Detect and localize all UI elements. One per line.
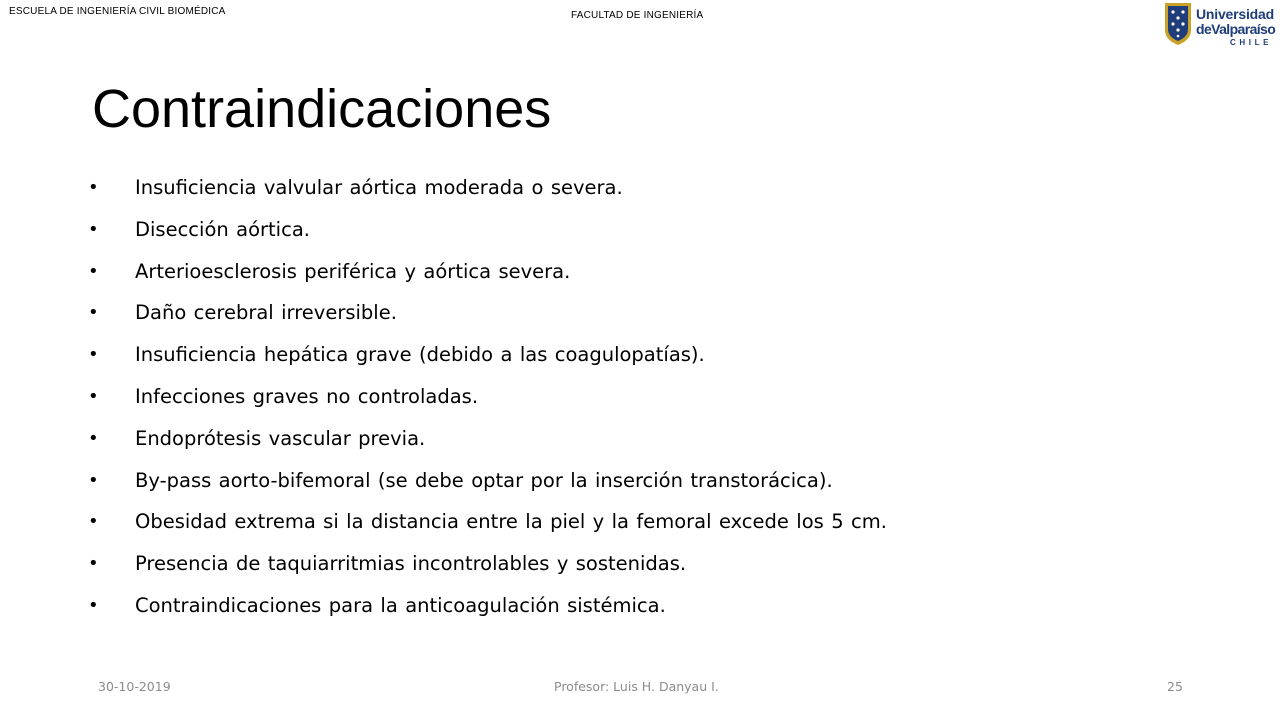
logo-line-valparaiso: deValparaíso [1196, 21, 1276, 37]
logo-line-chile: CHILE [1230, 38, 1272, 47]
bullet-text: Arterioesclerosis periférica y aórtica severa. [135, 259, 571, 283]
bullet-icon: • [88, 260, 99, 282]
bullet-text: Obesidad extrema si la distancia entre la piel y la femoral excede los 5 cm. [135, 510, 887, 534]
bullet-text: Disección aórtica. [135, 217, 310, 241]
slide-title: Contraindicaciones [92, 79, 552, 139]
footer-date: 30-10-2019 [98, 679, 171, 694]
bullet-icon: • [88, 511, 99, 533]
bullet-icon: • [88, 302, 99, 324]
bullet-text: Daño cerebral irreversible. [135, 301, 397, 325]
university-seal-icon [1163, 0, 1193, 46]
footer-page-number: 25 [1167, 679, 1183, 694]
footer-author: Profesor: Luis H. Danyau I. [554, 679, 719, 694]
bullet-icon: • [88, 218, 99, 240]
header-faculty: FACULTAD DE INGENIERÍA [571, 10, 704, 21]
bullet-text: By-pass aorto-bifemoral (se debe optar por la inserción transtorácica). [135, 468, 833, 492]
university-logo [1160, 0, 1275, 50]
header-school: ESCUELA DE INGENIERÍA CIVIL BIOMÉDICA [9, 6, 226, 17]
bullet-icon: • [88, 594, 99, 616]
bullet-icon: • [88, 553, 99, 575]
bullet-icon: • [88, 427, 99, 449]
bullet-text: Presencia de taquiarritmias incontrolables y sostenidas. [135, 552, 687, 576]
logo-line-universidad: Universidad [1196, 6, 1274, 22]
bullet-text: Insuficiencia valvular aórtica moderada o severa. [135, 176, 623, 199]
bullet-text: Infecciones graves no controladas. [135, 384, 479, 408]
bullet-icon: • [88, 177, 99, 198]
bullet-icon: • [88, 344, 99, 366]
bullet-icon: • [88, 469, 99, 491]
bullet-text: Insuficiencia hepática grave (debido a las coagulopatías). [135, 343, 705, 367]
bullet-text: Endoprótesis vascular previa. [135, 426, 426, 450]
bullet-text: Contraindicaciones para la anticoagulación sistémica. [135, 593, 666, 617]
bullet-icon: • [88, 385, 99, 407]
